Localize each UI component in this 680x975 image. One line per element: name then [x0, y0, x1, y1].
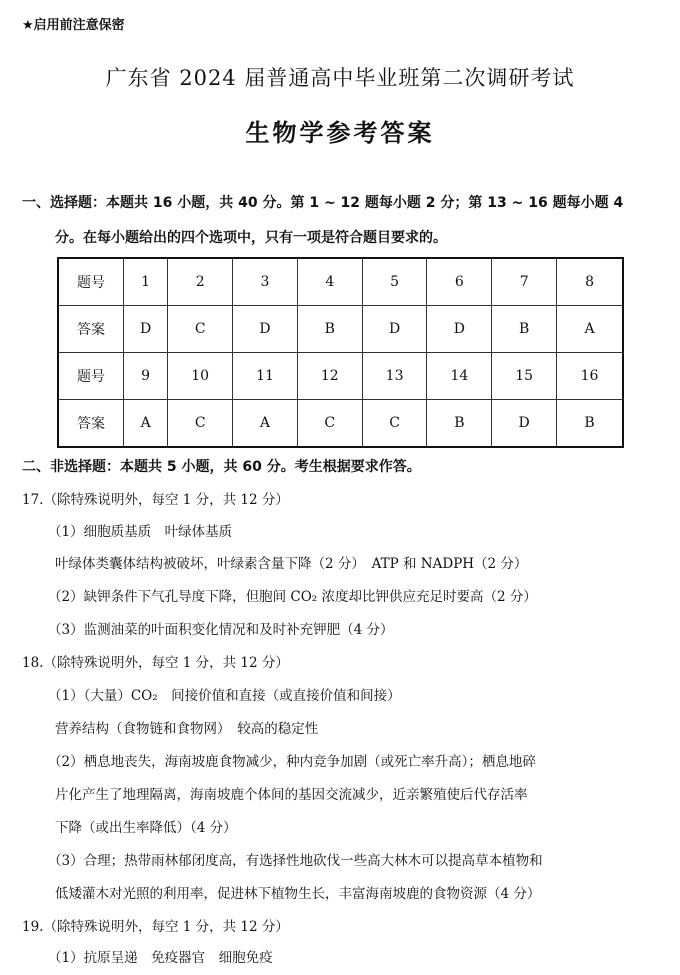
- question-number: 12: [297, 353, 362, 400]
- answer-cell: C: [362, 400, 427, 448]
- question-number: 3: [233, 258, 298, 306]
- answer-table: [57, 257, 624, 448]
- answer-cell: C: [297, 400, 362, 448]
- exam-title: 广东省 2024 届普通高中毕业班第二次调研考试: [105, 66, 575, 90]
- q18-answer-2-line3: 下降（或出生率降低）（4 分）: [55, 820, 237, 836]
- answer-label: 答案: [58, 306, 124, 353]
- question-row: [58, 353, 623, 400]
- answer-cell: A: [233, 400, 298, 448]
- answer-cell: D: [427, 306, 492, 353]
- q18-answer-2-line2: 片化产生了地理隔离，海南坡鹿个体间的基因交流减少，近亲繁殖使后代存活率: [55, 787, 528, 803]
- q18-answer-3-line1: （3）合理；热带雨林郁闭度高，有选择性地砍伐一些高大林木可以提高草本植物和: [48, 853, 543, 869]
- question-number: 10: [168, 353, 233, 400]
- section2-heading: 二、非选择题：本题共 5 小题，共 60 分。考生根据要求作答。: [22, 459, 421, 475]
- q17-answer-1-cont: 叶绿体类囊体结构被破坏，叶绿素含量下降（2 分） ATP 和 NADPH（2 分）: [55, 556, 528, 572]
- question-label: 题号: [58, 353, 124, 400]
- q17-answer-3: （3）监测油菜的叶面积变化情况和及时补充钾肥（4 分）: [48, 622, 394, 638]
- q19-header: 19.（除特殊说明外，每空 1 分，共 12 分）: [22, 919, 289, 935]
- question-number: 7: [492, 258, 557, 306]
- q18-answer-2-line1: （2）栖息地丧失，海南坡鹿食物减少，种内竞争加剧（或死亡率升高）；栖息地碎: [48, 754, 536, 770]
- q18-header: 18.（除特殊说明外，每空 1 分，共 12 分）: [22, 655, 289, 671]
- question-number: 8: [557, 258, 623, 306]
- question-number: 13: [362, 353, 427, 400]
- answer-cell: B: [492, 306, 557, 353]
- q18-answer-3-line2: 低矮灌木对光照的利用率，促进林下植物生长，丰富海南坡鹿的食物资源（4 分）: [55, 886, 541, 902]
- answer-cell: A: [124, 400, 168, 448]
- question-number: 5: [362, 258, 427, 306]
- answer-cell: A: [557, 306, 623, 353]
- q19-answer-1: （1）抗原呈递 免疫器官 细胞免疫: [48, 950, 273, 966]
- section1-instructions-line2: 分。在每小题给出的四个选项中，只有一项是符合题目要求的。: [55, 230, 447, 246]
- answer-cell: D: [124, 306, 168, 353]
- answer-cell: B: [297, 306, 362, 353]
- answer-row: [58, 306, 623, 353]
- question-number: 9: [124, 353, 168, 400]
- question-label: 题号: [58, 258, 124, 306]
- section1-instructions-line1: 一、选择题：本题共 16 小题，共 40 分。第 1 ~ 12 题每小题 2 分；第 13 ~ 16 题每小题 4: [22, 195, 624, 211]
- answer-cell: D: [233, 306, 298, 353]
- answer-cell: D: [362, 306, 427, 353]
- answer-cell: B: [427, 400, 492, 448]
- question-number: 2: [168, 258, 233, 306]
- question-number: 15: [492, 353, 557, 400]
- question-number: 14: [427, 353, 492, 400]
- answer-cell: B: [557, 400, 623, 448]
- question-number: 4: [297, 258, 362, 306]
- answer-label: 答案: [58, 400, 124, 448]
- q17-answer-1: （1）细胞质基质 叶绿体基质: [48, 524, 233, 540]
- question-number: 11: [233, 353, 298, 400]
- question-number: 6: [427, 258, 492, 306]
- answer-row: [58, 400, 623, 448]
- answer-cell: D: [492, 400, 557, 448]
- confidential-note: ★启用前注意保密: [22, 18, 125, 33]
- subject-title: 生物学参考答案: [245, 119, 435, 147]
- answer-cell: C: [168, 306, 233, 353]
- question-number: 1: [124, 258, 168, 306]
- question-row: [58, 258, 623, 306]
- answer-cell: C: [168, 400, 233, 448]
- q18-answer-1-cont: 营养结构（食物链和食物网） 较高的稳定性: [55, 721, 319, 737]
- q17-header: 17.（除特殊说明外，每空 1 分，共 12 分）: [22, 492, 289, 508]
- question-number: 16: [557, 353, 623, 400]
- q18-answer-1: （1）（大量）CO₂ 间接价值和直接（或直接价值和间接）: [48, 688, 401, 704]
- q17-answer-2: （2）缺钾条件下气孔导度下降，但胞间 CO₂ 浓度却比钾供应充足时要高（2 分）: [48, 589, 537, 605]
